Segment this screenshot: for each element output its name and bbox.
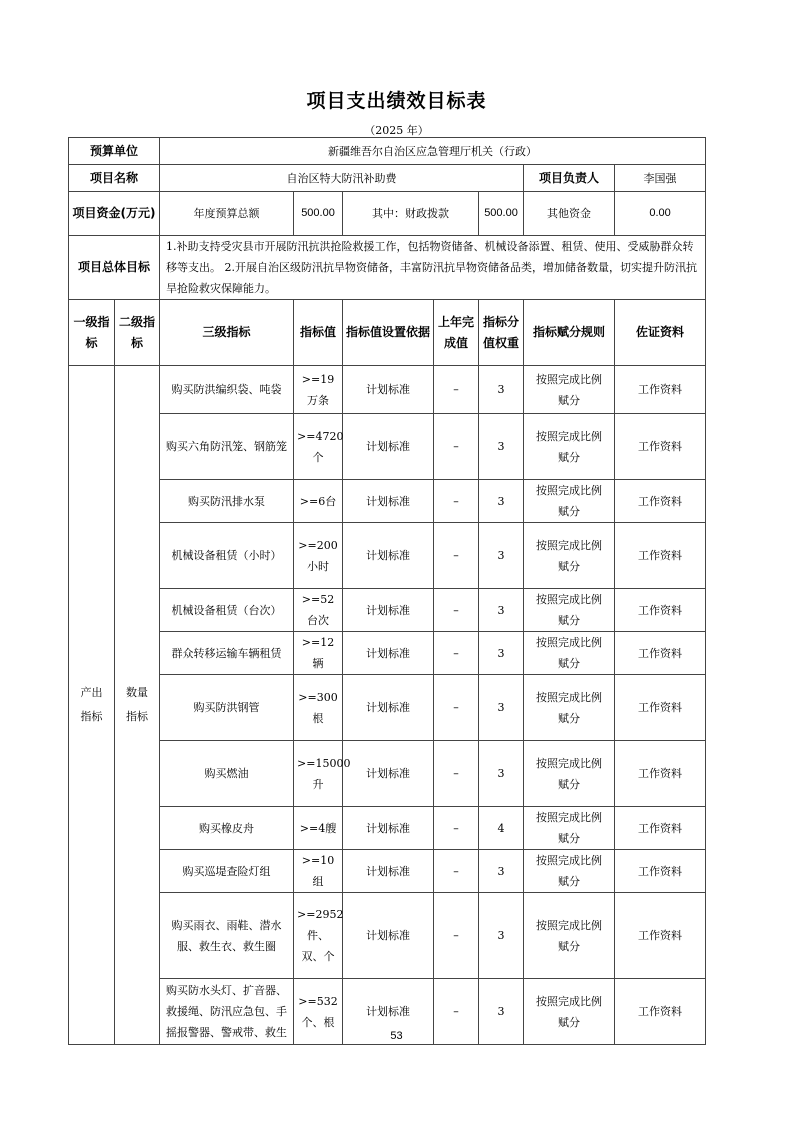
- table-row: [69, 414, 706, 480]
- rule-cell: 按照完成比例赋分: [524, 523, 615, 589]
- last-year-cell: –: [434, 480, 479, 523]
- value-cell: >=6台: [294, 480, 343, 523]
- basis-cell: 计划标准: [343, 741, 434, 807]
- table-row: [69, 741, 706, 807]
- table-row: [69, 523, 706, 589]
- col-weight: 指标分值权重: [479, 300, 524, 366]
- last-year-cell: –: [434, 675, 479, 741]
- evidence-cell: 工作资料: [615, 979, 706, 1045]
- weight-cell: 3: [479, 589, 524, 632]
- evidence-cell: 工作资料: [615, 807, 706, 850]
- weight-cell: 3: [479, 893, 524, 979]
- goal-label: 项目总体目标: [69, 236, 160, 300]
- level3-cell: 购买防汛排水泵: [160, 480, 294, 523]
- weight-cell: 3: [479, 480, 524, 523]
- year-label: （2025 年）: [364, 124, 429, 137]
- basis-cell: 计划标准: [343, 893, 434, 979]
- table-row: [69, 589, 706, 632]
- project-name-value: 自治区特大防汛补助费: [160, 165, 524, 192]
- rule-cell: 按照完成比例赋分: [524, 979, 615, 1045]
- rule-cell: 按照完成比例赋分: [524, 632, 615, 675]
- evidence-cell: 工作资料: [615, 523, 706, 589]
- last-year-cell: –: [434, 893, 479, 979]
- annual-total-value: 500.00: [294, 192, 343, 236]
- basis-cell: 计划标准: [343, 523, 434, 589]
- basis-cell: 计划标准: [343, 850, 434, 893]
- project-name-label: 项目名称: [69, 165, 160, 192]
- level3-cell: 机械设备租赁（台次）: [160, 589, 294, 632]
- table-row: [69, 893, 706, 979]
- basis-cell: 计划标准: [343, 480, 434, 523]
- table-row: [69, 366, 706, 414]
- level3-cell: 购买防洪钢管: [160, 675, 294, 741]
- level3-cell: 购买橡皮舟: [160, 807, 294, 850]
- weight-cell: 3: [479, 632, 524, 675]
- last-year-cell: –: [434, 523, 479, 589]
- goal-text: 1.补助支持受灾县市开展防汛抗洪抢险救援工作，包括物资储备、机械设备添置、租赁、使用、受威胁群众转移等支出。 2.开展自治区级防汛抗旱物资储备，丰富防汛抗旱物资储备品类，增加储备数量，切实提升防汛抗旱抢险救灾保障能力。: [160, 236, 706, 300]
- col-level3: 三级指标: [160, 300, 294, 366]
- level3-cell: 购买巡堤查险灯组: [160, 850, 294, 893]
- last-year-cell: –: [434, 741, 479, 807]
- weight-cell: 3: [479, 979, 524, 1045]
- value-cell: >=2952件、双、个: [294, 893, 343, 979]
- level3-cell: 购买燃油: [160, 741, 294, 807]
- last-year-cell: –: [434, 979, 479, 1045]
- rule-cell: 按照完成比例赋分: [524, 414, 615, 480]
- value-cell: >=532个、根: [294, 979, 343, 1045]
- page-number: 53: [390, 1030, 403, 1042]
- weight-cell: 3: [479, 523, 524, 589]
- last-year-cell: –: [434, 632, 479, 675]
- value-cell: >=4720个: [294, 414, 343, 480]
- basis-cell: 计划标准: [343, 807, 434, 850]
- level3-cell: 购买防水头灯、扩音器、救援绳、防汛应急包、手摇报警器、警戒带、救生: [160, 979, 294, 1045]
- level3-cell: 机械设备租赁（小时）: [160, 523, 294, 589]
- weight-cell: 3: [479, 675, 524, 741]
- level2-cell: 数量指标: [115, 366, 160, 1045]
- weight-cell: 3: [479, 414, 524, 480]
- evidence-cell: 工作资料: [615, 893, 706, 979]
- fiscal-label: 其中：财政拨款: [343, 192, 479, 236]
- owner-label: 项目负责人: [524, 165, 615, 192]
- other-funds-value: 0.00: [615, 192, 706, 236]
- evidence-cell: 工作资料: [615, 480, 706, 523]
- col-last-year: 上年完成值: [434, 300, 479, 366]
- weight-cell: 3: [479, 741, 524, 807]
- value-cell: >=19万条: [294, 366, 343, 414]
- rule-cell: 按照完成比例赋分: [524, 366, 615, 414]
- basis-cell: 计划标准: [343, 589, 434, 632]
- col-level1: 一级指标: [69, 300, 115, 366]
- rule-cell: 按照完成比例赋分: [524, 807, 615, 850]
- col-evidence: 佐证资料: [615, 300, 706, 366]
- weight-cell: 3: [479, 366, 524, 414]
- table-row: [69, 807, 706, 850]
- other-funds-label: 其他资金: [524, 192, 615, 236]
- evidence-cell: 工作资料: [615, 850, 706, 893]
- annual-total-label: 年度预算总额: [160, 192, 294, 236]
- evidence-cell: 工作资料: [615, 414, 706, 480]
- level1-cell: 产出指标: [69, 366, 115, 1045]
- rule-cell: 按照完成比例赋分: [524, 480, 615, 523]
- performance-table: [68, 137, 706, 1045]
- page-title: 项目支出绩效目标表: [306, 90, 487, 112]
- col-basis: 指标值设置依据: [343, 300, 434, 366]
- last-year-cell: –: [434, 589, 479, 632]
- evidence-cell: 工作资料: [615, 675, 706, 741]
- funds-label: 项目资金(万元): [69, 192, 160, 236]
- col-rule: 指标赋分规则: [524, 300, 615, 366]
- table-row: [69, 675, 706, 741]
- value-cell: >=10组: [294, 850, 343, 893]
- evidence-cell: 工作资料: [615, 366, 706, 414]
- value-cell: >=200小时: [294, 523, 343, 589]
- fiscal-value: 500.00: [479, 192, 524, 236]
- basis-cell: 计划标准: [343, 979, 434, 1045]
- budget-unit-label: 预算单位: [69, 138, 160, 165]
- table-row: [69, 480, 706, 523]
- value-cell: >=15000升: [294, 741, 343, 807]
- level3-cell: 购买雨衣、雨鞋、潜水服、救生衣、救生圈: [160, 893, 294, 979]
- last-year-cell: –: [434, 850, 479, 893]
- table-row: [69, 632, 706, 675]
- evidence-cell: 工作资料: [615, 741, 706, 807]
- weight-cell: 4: [479, 807, 524, 850]
- weight-cell: 3: [479, 850, 524, 893]
- evidence-cell: 工作资料: [615, 632, 706, 675]
- table-row: [69, 850, 706, 893]
- basis-cell: 计划标准: [343, 632, 434, 675]
- basis-cell: 计划标准: [343, 366, 434, 414]
- rule-cell: 按照完成比例赋分: [524, 850, 615, 893]
- budget-unit-value: 新疆维吾尔自治区应急管理厅机关（行政）: [160, 138, 706, 165]
- indicator-rows: [69, 366, 706, 1045]
- last-year-cell: –: [434, 807, 479, 850]
- rule-cell: 按照完成比例赋分: [524, 893, 615, 979]
- col-value: 指标值: [294, 300, 343, 366]
- level3-cell: 购买防洪编织袋、吨袋: [160, 366, 294, 414]
- basis-cell: 计划标准: [343, 675, 434, 741]
- last-year-cell: –: [434, 414, 479, 480]
- rule-cell: 按照完成比例赋分: [524, 675, 615, 741]
- value-cell: >=12辆: [294, 632, 343, 675]
- col-level2: 二级指标: [115, 300, 160, 366]
- owner-value: 李国强: [615, 165, 706, 192]
- basis-cell: 计划标准: [343, 414, 434, 480]
- last-year-cell: –: [434, 366, 479, 414]
- rule-cell: 按照完成比例赋分: [524, 741, 615, 807]
- value-cell: >=52台次: [294, 589, 343, 632]
- rule-cell: 按照完成比例赋分: [524, 589, 615, 632]
- level3-cell: 购买六角防汛笼、钢筋笼: [160, 414, 294, 480]
- value-cell: >=300根: [294, 675, 343, 741]
- value-cell: >=4艘: [294, 807, 343, 850]
- level3-cell: 群众转移运输车辆租赁: [160, 632, 294, 675]
- evidence-cell: 工作资料: [615, 589, 706, 632]
